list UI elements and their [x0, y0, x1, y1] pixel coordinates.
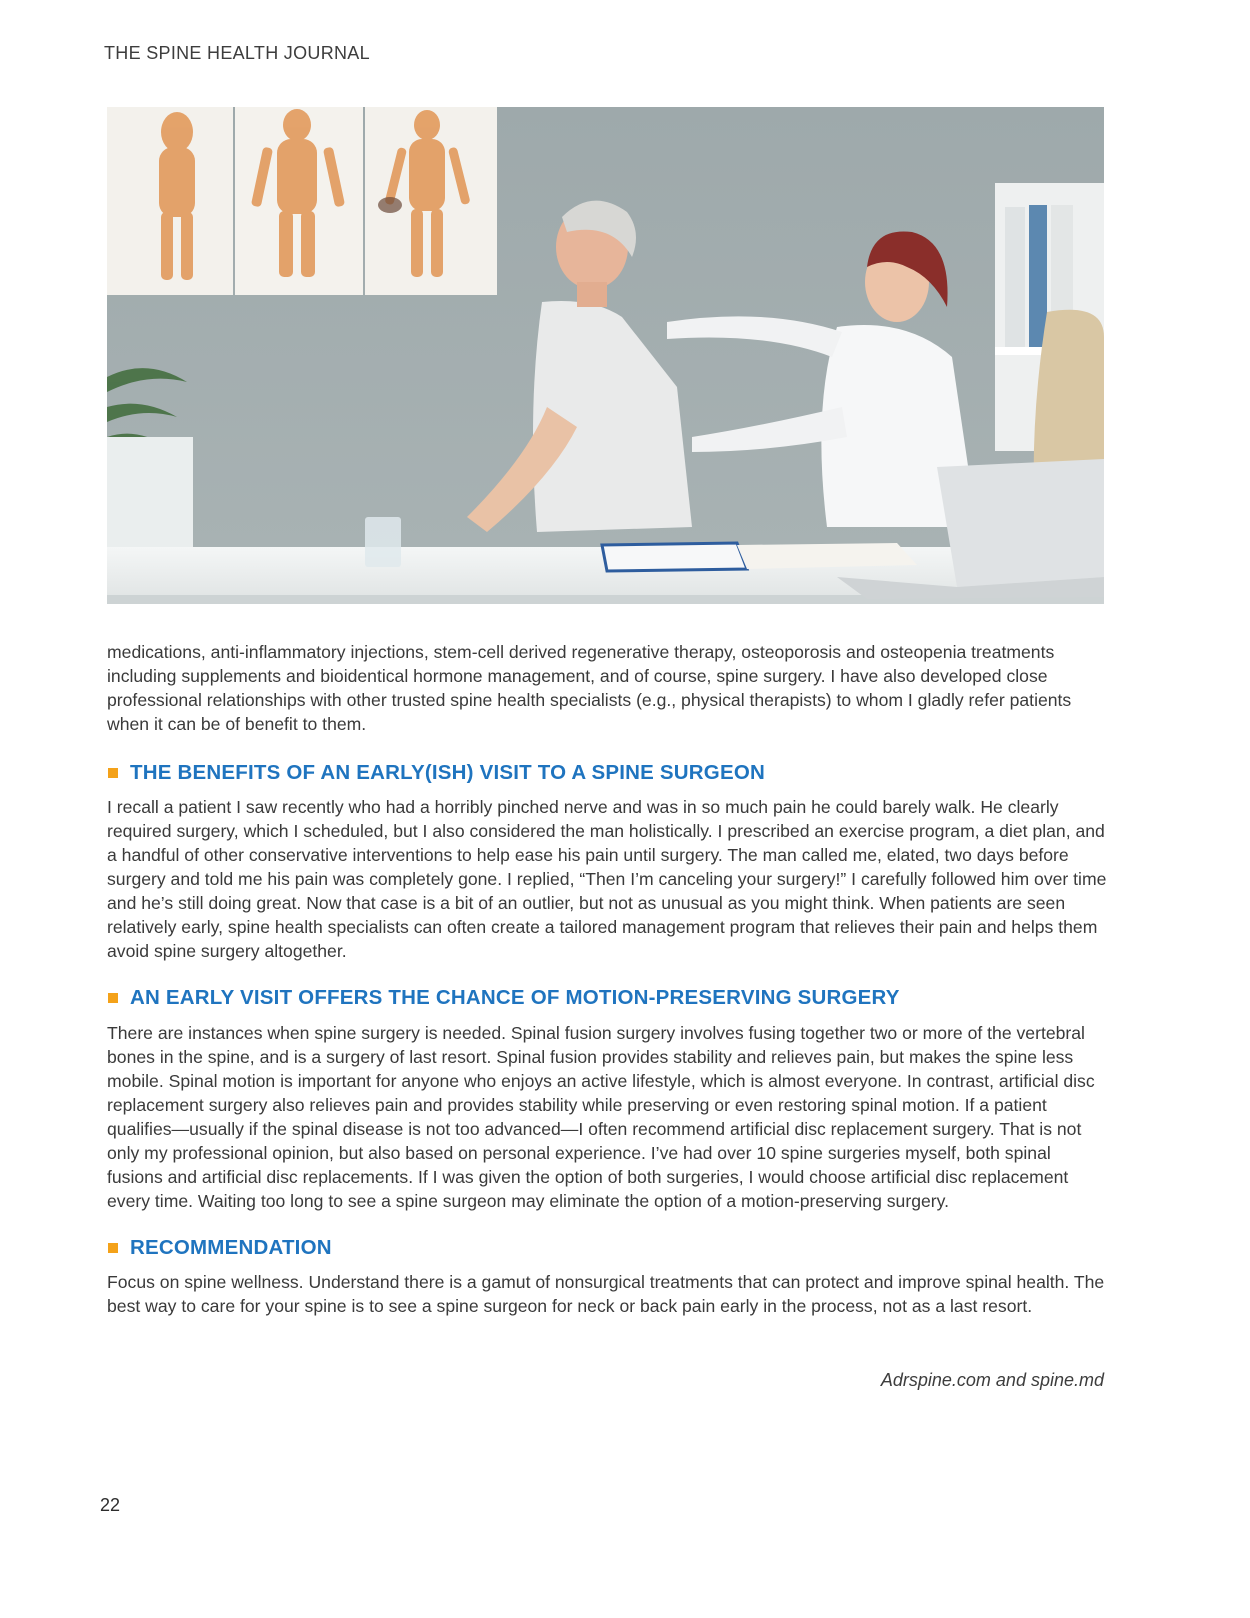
source-credit: Adrspine.com and spine.md: [880, 1370, 1104, 1390]
page-number: 22: [100, 1495, 121, 1515]
article-photo: [107, 107, 1104, 604]
orange-square-bullet-icon: [108, 1243, 118, 1253]
section-heading-text: AN EARLY VISIT OFFERS THE CHANCE OF MOTION-PRESERVING SURGERY: [130, 986, 900, 1009]
section-body-benefits: I recall a patient I saw recently who had a horribly pinched nerve and was in so much pain he could barely walk. He clearly required surgery, which I scheduled, but I also considered the man holistically. I prescribed an exercise program, a diet plan, and a handful of other conservative interventions to help ease his pain until surgery. The man called me, elated, two days before surgery and told me his pain was completely gone. I replied, “Then I’m canceling your surgery!” I carefully followed him over time and he’s still doing great. Now that case is a bit of an outlier, but not as unusual as you might think. When patients are seen relatively early, spine health specialists can often create a tailored management program that relieves their pain and helps them avoid spine surgery altogether.: [107, 797, 1107, 961]
orange-square-bullet-icon: [108, 768, 118, 778]
section-heading-recommendation: [107, 1236, 1107, 1260]
section-heading-text: THE BENEFITS OF AN EARLY(ISH) VISIT TO A SPINE SURGEON: [130, 761, 765, 784]
section-heading-text: RECOMMENDATION: [130, 1236, 332, 1259]
journal-title: THE SPINE HEALTH JOURNAL: [104, 43, 370, 63]
section-body-recommendation: Focus on spine wellness. Understand there is a gamut of nonsurgical treatments that can protect and improve spinal health. The best way to care for your spine is to see a spine surgeon for neck or back pain early in the process, not as a last resort.: [107, 1272, 1105, 1316]
doctor-patient-illustration: [107, 107, 1104, 604]
orange-square-bullet-icon: [108, 993, 118, 1003]
section-heading-benefits: [107, 761, 1107, 785]
section-body-motion-preserving: There are instances when spine surgery is needed. Spinal fusion surgery involves fusing together two or more of the vertebral bones in the spine, and is a surgery of last resort. Spinal fusion provides stability and relieves pain, but makes the spine less mobile. Spinal motion is important for anyone who enjoys an active lifestyle, which is almost everyone. In contrast, artificial disc replacement surgery also relieves pain and provides stability while preserving or even restoring spinal motion. If a patient qualifies—usually if the spinal disease is not too advanced—I often recommend artificial disc replacement surgery. That is not only my professional opinion, but also based on personal experience. I’ve had over 10 spine surgeries myself, both spinal fusions and artificial disc replacements. If I was given the option of both surgeries, I would choose artificial disc replacement every time. Waiting too long to see a spine surgeon may eliminate the option of a motion-preserving surgery.: [107, 1023, 1095, 1211]
section-heading-motion-preserving: [107, 986, 1107, 1010]
intro-paragraph: medications, anti-inflammatory injections, stem-cell derived regenerative therapy, osteoporosis and osteopenia treatments including supplements and bioidentical hormone management, and of course, spine surgery. I have also developed close professional relationships with other trusted spine health specialists (e.g., physical therapists) to whom I gladly refer patients when it can be of benefit to them.: [107, 642, 1072, 734]
